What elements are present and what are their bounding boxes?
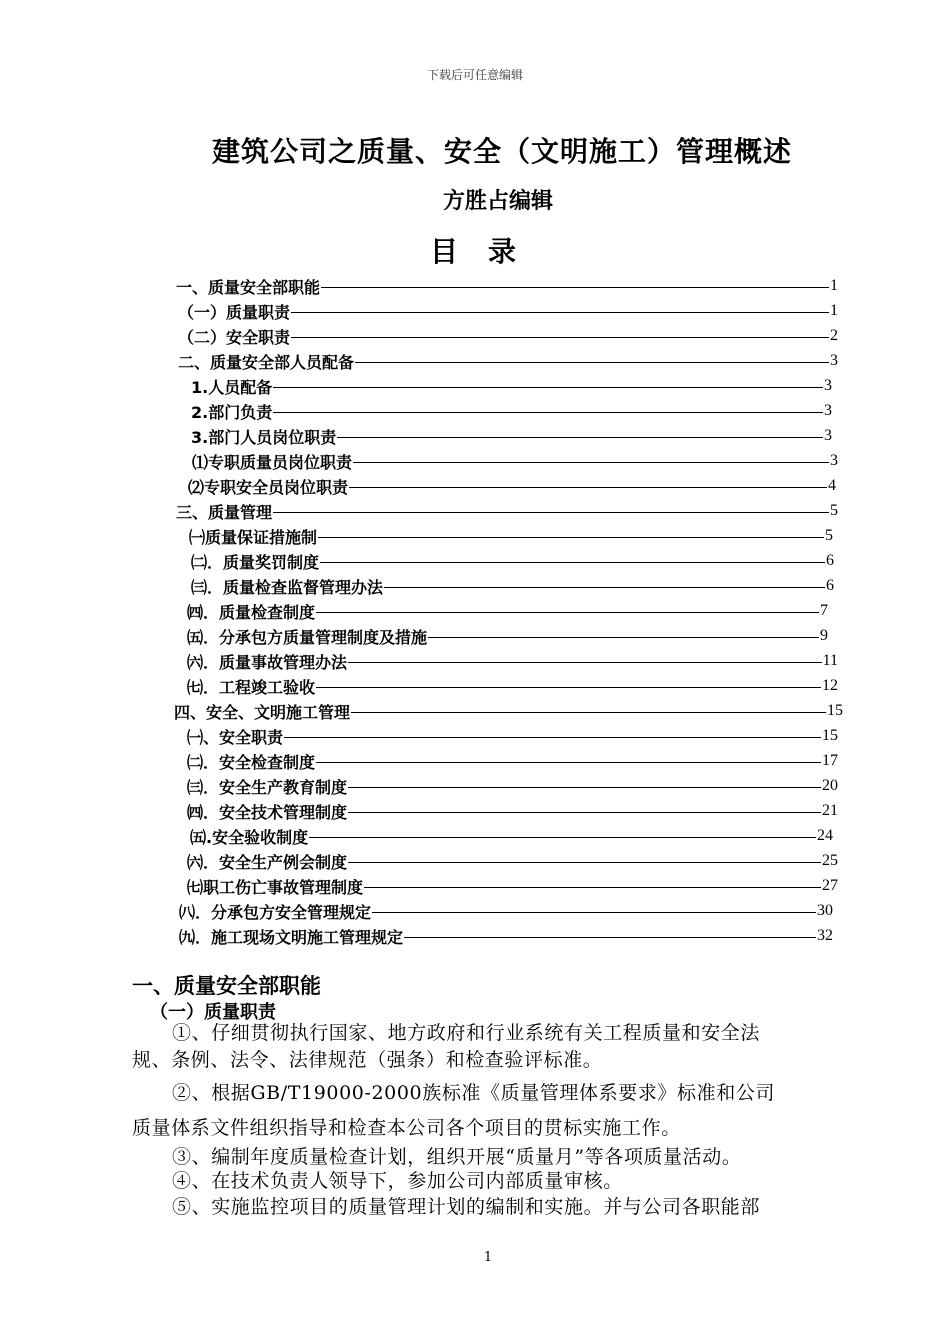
toc-label: ㈢．安全生产教育制度 — [187, 777, 348, 797]
toc-label: ㈣．安全技术管理制度 — [187, 802, 348, 822]
toc-leader — [348, 862, 821, 863]
toc-row[interactable] — [187, 799, 838, 823]
toc-page: 3 — [830, 452, 838, 469]
paragraph-2 — [132, 1080, 850, 1142]
toc-row[interactable] — [187, 674, 838, 698]
toc-label: ㈥．质量事故管理办法 — [187, 652, 348, 672]
toc-row[interactable] — [176, 499, 838, 523]
paragraph-line: ⑤、实施监控项目的质量管理计划的编制和实施。并与公司各职能部 — [172, 1196, 761, 1218]
toc-page: 27 — [822, 877, 838, 894]
toc-label: ㈦职工伤亡事故管理制度 — [187, 877, 364, 897]
toc-row[interactable] — [187, 599, 828, 623]
toc-leader — [364, 887, 821, 888]
toc-page: 24 — [817, 827, 833, 844]
paragraph-line: ③、编制年度质量检查计划，组织开展“质量月”等各项质量活动。 — [172, 1146, 742, 1168]
paragraph-line: 质量体系文件组织指导和检查本公司各个项目的贯标实施工作。 — [132, 1117, 681, 1139]
subsection-heading: （一）质量职责 — [150, 1002, 276, 1023]
toc-row[interactable] — [191, 424, 832, 448]
toc-row[interactable] — [187, 724, 838, 748]
toc-page: 2 — [830, 327, 838, 344]
toc-leader — [316, 687, 821, 688]
toc-label: 2.部门负责 — [191, 402, 273, 422]
toc-leader — [348, 812, 821, 813]
toc-page: 3 — [824, 427, 832, 444]
toc-row[interactable] — [179, 899, 833, 923]
toc-leader — [291, 312, 829, 313]
toc-leader — [372, 912, 816, 913]
toc-leader — [273, 387, 823, 388]
toc-row[interactable] — [174, 699, 843, 723]
toc-label: 1.人员配备 — [191, 377, 273, 397]
toc-leader — [404, 937, 816, 938]
toc-label: ㈨．施工现场文明施工管理规定 — [179, 927, 404, 947]
toc-leader — [316, 612, 819, 613]
toc-page: 1 — [830, 302, 838, 319]
header-note: 下载后可任意编辑 — [426, 68, 523, 82]
toc-label: 一、质量安全部职能 — [176, 277, 321, 297]
toc-page: 5 — [825, 527, 833, 544]
toc-row[interactable] — [188, 474, 836, 498]
toc-row[interactable] — [178, 299, 838, 323]
toc-page: 6 — [826, 577, 834, 594]
toc-leader — [318, 537, 824, 538]
toc-row[interactable] — [178, 324, 838, 348]
toc-label: 四、安全、文明施工管理 — [174, 702, 351, 722]
toc-row[interactable] — [179, 924, 833, 948]
toc-label: （二）安全职责 — [178, 327, 291, 347]
toc-row[interactable] — [191, 574, 834, 598]
toc-label: ㈡．质量奖罚制度 — [191, 552, 320, 572]
toc-page: 3 — [830, 352, 838, 369]
toc-leader — [337, 437, 823, 438]
toc-label: ⑵专职安全员岗位职责 — [188, 477, 349, 497]
paragraph-5 — [132, 1194, 850, 1221]
toc-row[interactable] — [187, 649, 838, 673]
toc-page: 9 — [820, 627, 828, 644]
toc-row[interactable] — [191, 374, 832, 398]
toc-page: 25 — [822, 852, 838, 869]
toc-label: ㈧．分承包方安全管理规定 — [179, 902, 372, 922]
toc-leader — [348, 662, 822, 663]
toc-label: ㈤.安全验收制度 — [190, 827, 309, 847]
toc-leader — [291, 337, 829, 338]
toc-label: ㈤．分承包方质量管理制度及措施 — [187, 627, 428, 647]
toc-leader — [309, 837, 816, 838]
toc-label: ㈢．质量检查监督管理办法 — [191, 577, 384, 597]
toc-page: 1 — [830, 277, 838, 294]
toc-row[interactable] — [192, 449, 838, 473]
toc-page: 21 — [822, 802, 838, 819]
toc-leader — [351, 712, 826, 713]
toc-label: 二、质量安全部人员配备 — [178, 352, 355, 372]
toc-page: 32 — [817, 927, 833, 944]
toc-label: 3.部门人员岗位职责 — [191, 427, 337, 447]
toc-page: 15 — [827, 702, 843, 719]
toc-page: 4 — [828, 477, 836, 494]
toc-row[interactable] — [176, 274, 838, 298]
toc-page: 3 — [824, 377, 832, 394]
toc-page: 15 — [822, 727, 838, 744]
toc-row[interactable] — [178, 349, 838, 373]
toc-label: 三、质量管理 — [176, 502, 273, 522]
toc-page: 20 — [822, 777, 838, 794]
section-heading: 一、质量安全部职能 — [132, 974, 321, 998]
toc-row[interactable] — [190, 824, 833, 848]
toc-page: 30 — [817, 902, 833, 919]
toc-leader — [273, 412, 823, 413]
toc-row[interactable] — [187, 774, 838, 798]
toc-row[interactable] — [187, 874, 838, 898]
toc-label: ⑴专职质量员岗位职责 — [192, 452, 353, 472]
toc-page: 12 — [822, 677, 838, 694]
toc-row[interactable] — [191, 549, 834, 573]
toc-page: 6 — [826, 552, 834, 569]
paragraph-3 — [132, 1144, 850, 1171]
toc-leader — [353, 462, 829, 463]
toc-label: ㈡．安全检查制度 — [187, 752, 316, 772]
toc-leader — [316, 762, 821, 763]
toc-leader — [428, 637, 819, 638]
toc-label: ㈦．工程竣工验收 — [187, 677, 316, 697]
toc-label: ㈣．质量检查制度 — [187, 602, 316, 622]
paragraph-4 — [132, 1168, 850, 1195]
toc-label: ㈠质量保证措施制 — [189, 527, 318, 547]
toc-leader — [321, 287, 829, 288]
toc-heading: 目录 — [429, 235, 546, 268]
paragraph-line: ④、在技术负责人领导下，参加公司内部质量审核。 — [172, 1170, 623, 1192]
toc-row[interactable] — [187, 749, 838, 773]
document-title: 建筑公司之质量、安全（文明施工）管理概述 — [211, 135, 792, 168]
paragraph-line: ①、仔细贯彻执行国家、地方政府和行业系统有关工程质量和安全法 — [172, 1022, 761, 1044]
toc-leader — [384, 587, 825, 588]
toc-row[interactable] — [191, 399, 832, 423]
toc-page: 5 — [830, 502, 838, 519]
toc-row[interactable] — [189, 524, 833, 548]
toc-leader — [320, 562, 825, 563]
toc-label: ㈥．安全生产例会制度 — [187, 852, 348, 872]
toc-label: （一）质量职责 — [178, 302, 291, 322]
toc-leader — [349, 487, 827, 488]
paragraph-1 — [132, 1020, 850, 1074]
toc-label: ㈠、安全职责 — [187, 727, 284, 747]
paragraph-line: ②、根据GB/T19000-2000族标准《质量管理体系要求》标准和公司 — [172, 1082, 776, 1104]
toc-page: 11 — [822, 652, 838, 669]
toc-leader — [284, 737, 821, 738]
toc-page: 3 — [824, 402, 832, 419]
author-line: 方胜占编辑 — [442, 188, 553, 214]
toc-leader — [355, 362, 829, 363]
toc-page: 7 — [820, 602, 828, 619]
toc-leader — [273, 512, 829, 513]
paragraph-line: 规、条例、法令、法律规范（强条）和检查验评标准。 — [132, 1049, 603, 1071]
toc-row[interactable] — [187, 624, 828, 648]
toc-page: 17 — [822, 752, 838, 769]
page-number: 1 — [483, 1250, 493, 1265]
toc-leader — [348, 787, 821, 788]
toc-row[interactable] — [187, 849, 838, 873]
